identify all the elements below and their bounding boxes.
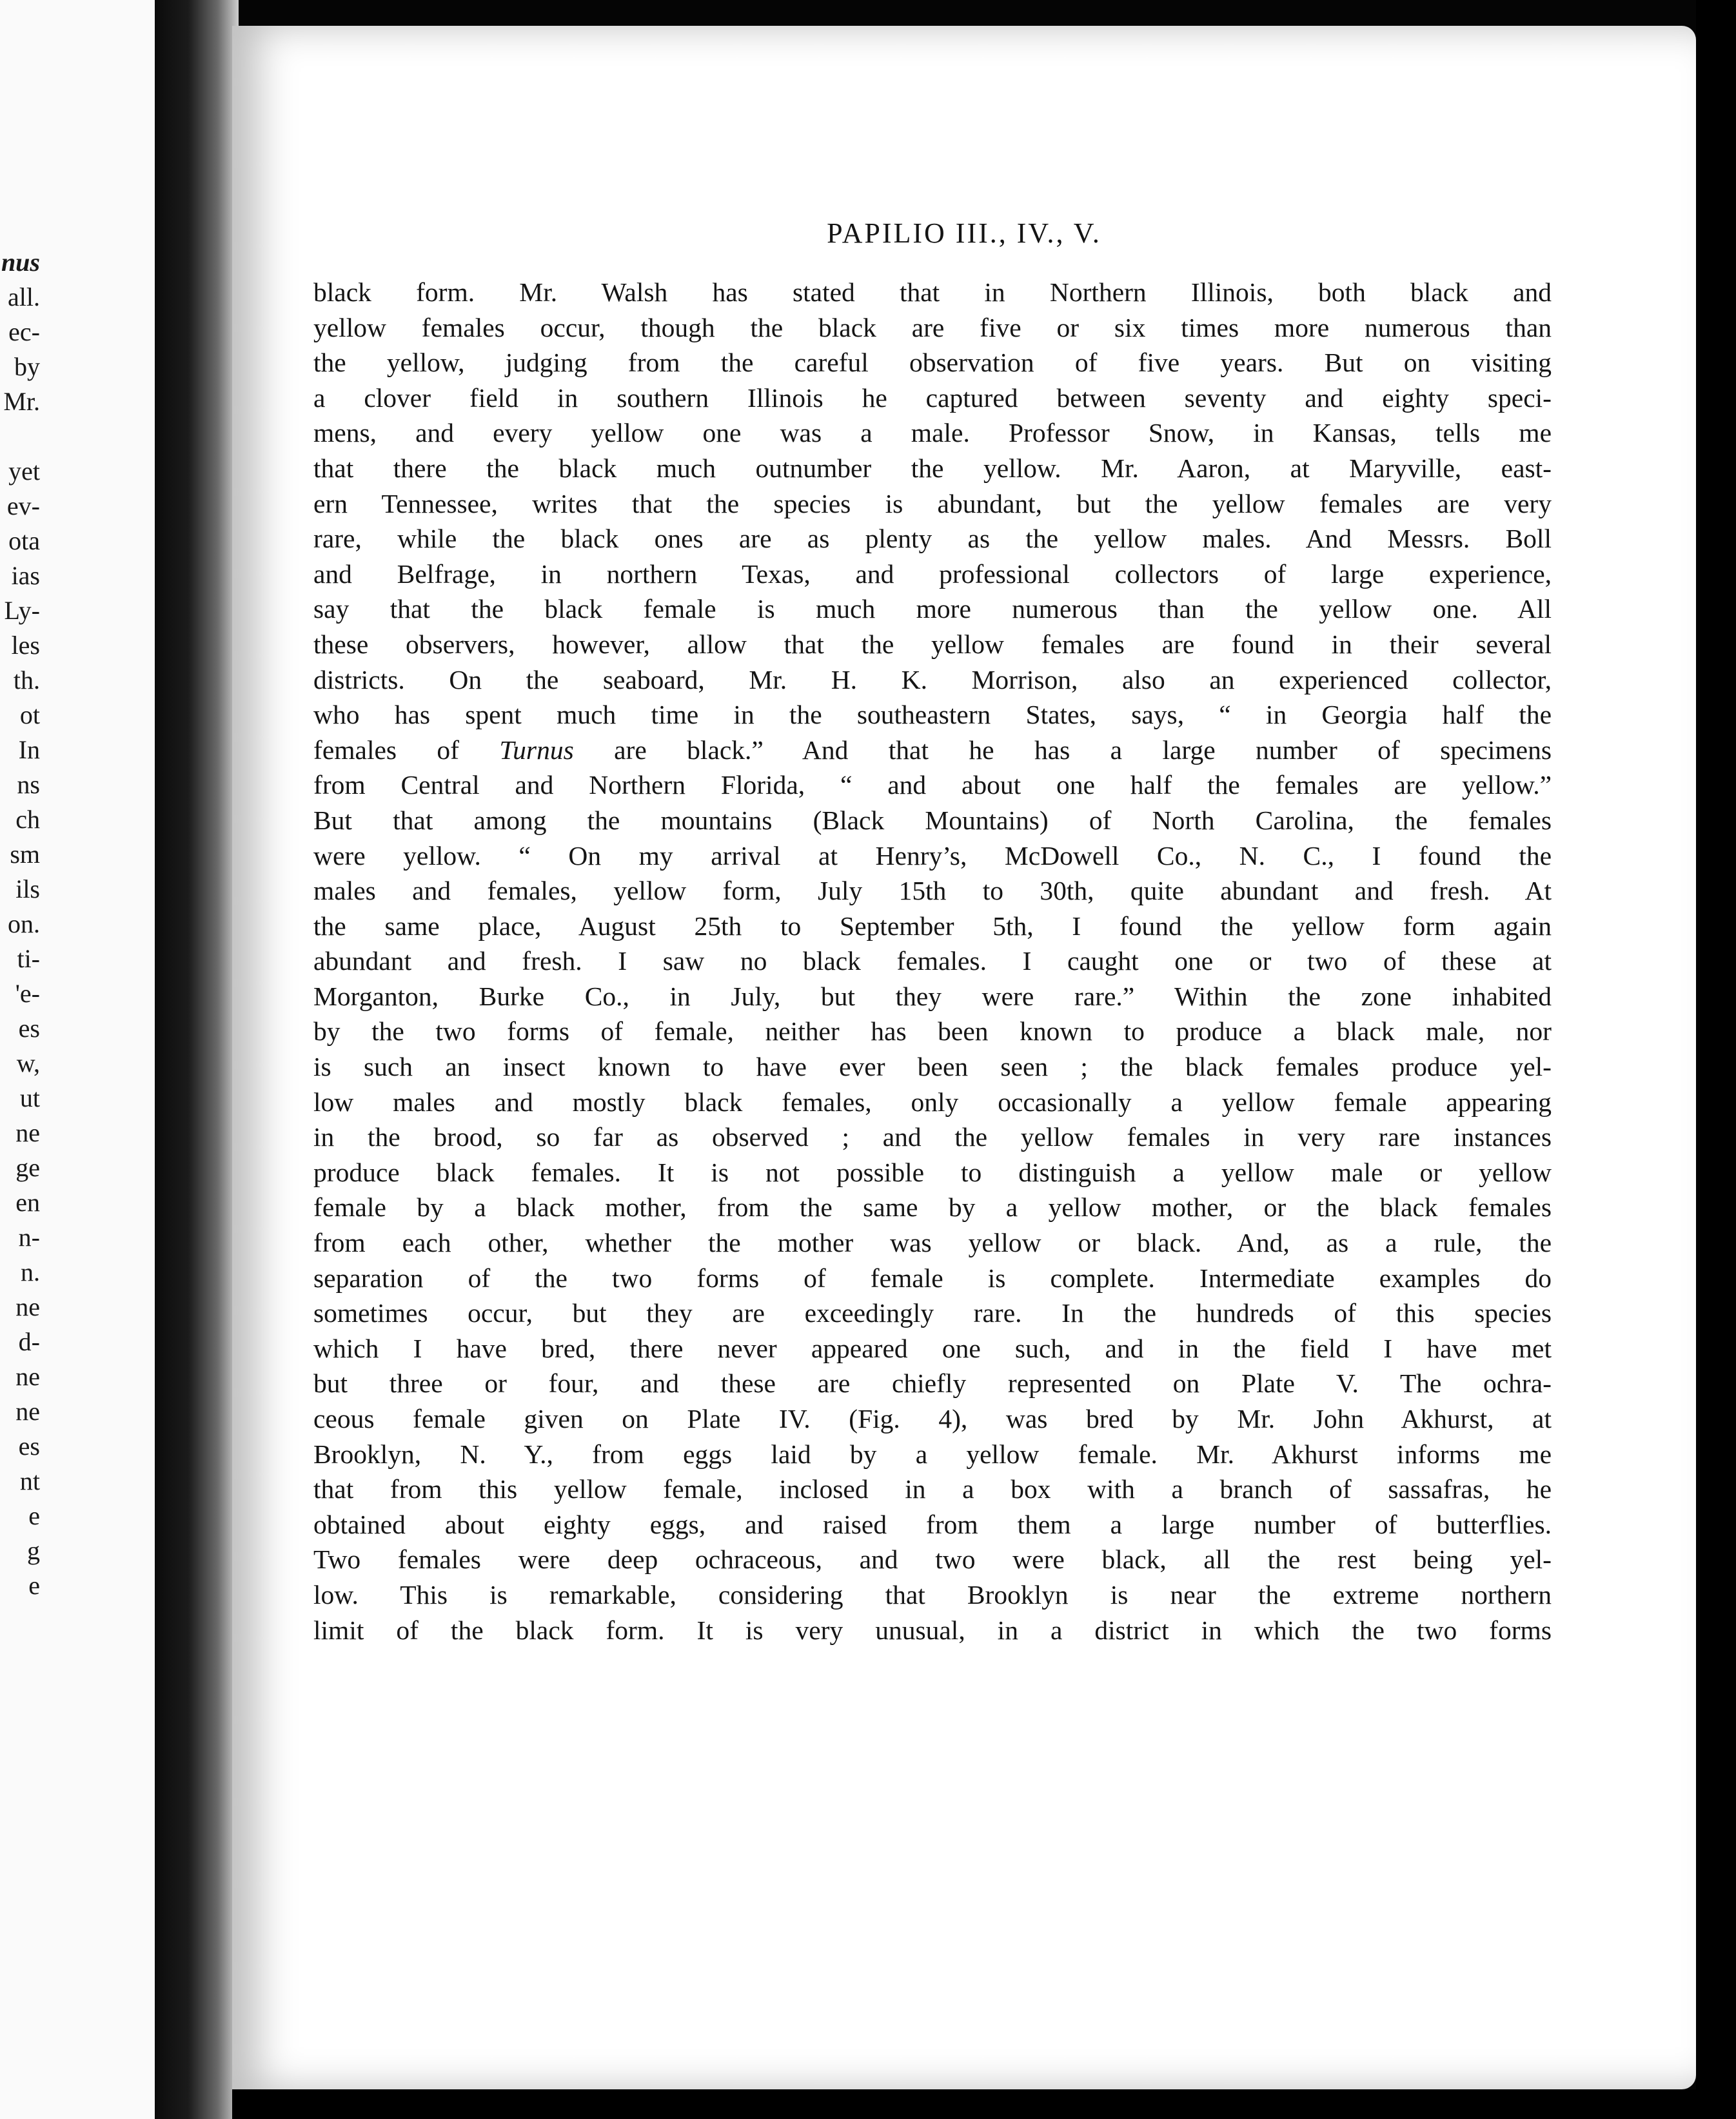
- book-page: [232, 26, 1696, 2089]
- text-line: low. This is remarkable, considering that Brooklyn is near the extreme northern: [313, 1579, 1552, 1610]
- previous-page-fragment: d-: [18, 1327, 40, 1356]
- previous-page-fragment: ti-: [17, 944, 40, 973]
- text-line: limit of the black form. It is very unusual, in a district in which the two forms: [313, 1615, 1552, 1645]
- text-line: separation of the two forms of female is complete. Intermediate examples do: [313, 1263, 1552, 1293]
- previous-page-fragment: nus: [1, 248, 40, 277]
- text-line: ern Tennessee, writes that the species is abundant, but the yellow females are very: [313, 488, 1552, 518]
- text-line: from each other, whether the mother was yellow or black. And, as a rule, the: [313, 1228, 1552, 1258]
- text-line: but three or four, and these are chiefly represented on Plate V. The ochra-: [313, 1368, 1552, 1399]
- previous-page-fragment: [0, 419, 155, 454]
- previous-page-fragment: n-: [18, 1223, 40, 1252]
- previous-page-fragment: ge: [15, 1153, 40, 1182]
- text-line: the same place, August 25th to September 5th, I found the yellow form again: [313, 911, 1552, 941]
- previous-page-fragment: ne: [15, 1362, 40, 1391]
- text-line: these observers, however, allow that the yellow females are found in their several: [313, 629, 1552, 659]
- text-line: mens, and every yellow one was a male. Professor Snow, in Kansas, tells me: [313, 418, 1552, 448]
- previous-page-fragment: ev-: [6, 491, 40, 520]
- previous-page-fragment: 'e-: [15, 979, 40, 1008]
- text-line: sometimes occur, but they are exceedingly rare. In the hundreds of this species: [313, 1298, 1552, 1328]
- previous-page-fragment: es: [18, 1014, 40, 1043]
- previous-page-edge: [0, 0, 155, 2119]
- previous-page-fragment: ns: [17, 770, 40, 799]
- previous-page-fragment: th.: [13, 665, 40, 695]
- text-line: female by a black mother, from the same by a yellow mother, or the black females: [313, 1192, 1552, 1223]
- text-line: ceous female given on Plate IV. (Fig. 4), was bred by Mr. John Akhurst, at: [313, 1404, 1552, 1434]
- previous-page-fragment: nt: [19, 1466, 40, 1495]
- text-line: yellow females occur, though the black are five or six times more numerous than: [313, 312, 1552, 342]
- previous-page-fragment: by: [14, 352, 40, 381]
- previous-page-fragment: ut: [19, 1083, 40, 1112]
- book-gutter: [155, 0, 239, 2119]
- previous-page-fragment: les: [11, 631, 40, 660]
- text-line: females of Turnus are black.” And that he has a large number of specimens: [313, 734, 1552, 765]
- previous-page-fragment: ot: [19, 700, 40, 729]
- previous-page-fragment: ne: [15, 1292, 40, 1321]
- text-line: abundant and fresh. I saw no black females. I caught one or two of these at: [313, 946, 1552, 976]
- previous-page-fragment: yet: [8, 457, 40, 486]
- text-line: that from this yellow female, inclosed in a box with a branch of sassafras, he: [313, 1474, 1552, 1504]
- text-line: which I have bred, there never appeared one such, and in the field I have met: [313, 1333, 1552, 1363]
- text-line: is such an insect known to have ever been seen ; the black females produce yel-: [313, 1052, 1552, 1082]
- previous-page-fragment: w,: [16, 1049, 40, 1078]
- text-line: low males and mostly black females, only occasionally a yellow female appearing: [313, 1087, 1552, 1117]
- previous-page-fragment: es: [18, 1432, 40, 1461]
- text-line: Morganton, Burke Co., in July, but they were rare.” Within the zone inhabited: [313, 981, 1552, 1011]
- previous-page-fragment: ne: [15, 1397, 40, 1426]
- text-line: districts. On the seaboard, Mr. H. K. Morrison, also an experienced collector,: [313, 664, 1552, 695]
- previous-page-fragment: ota: [8, 526, 40, 555]
- text-line: by the two forms of female, neither has been known to produce a black male, nor: [313, 1016, 1552, 1047]
- text-line: black form. Mr. Walsh has stated that in Northern Illinois, both black and: [313, 277, 1552, 307]
- text-line: in the brood, so far as observed ; and the yellow females in very rare instances: [313, 1122, 1552, 1152]
- text-line: that there the black much outnumber the yellow. Mr. Aaron, at Maryville, east-: [313, 453, 1552, 483]
- previous-page-fragment: ne: [15, 1118, 40, 1147]
- text-line: the yellow, judging from the careful observation of five years. But on visiting: [313, 348, 1552, 378]
- previous-page-fragment: Ly-: [4, 596, 40, 625]
- text-line: who has spent much time in the southeastern States, says, “ in Georgia half the: [313, 700, 1552, 730]
- text-line: from Central and Northern Florida, “ and about one half the females are yellow.”: [313, 770, 1552, 800]
- scan-border-bottom: [232, 2089, 1736, 2119]
- previous-page-fragment: g: [27, 1536, 40, 1565]
- text-line: But that among the mountains (Black Mountains) of North Carolina, the females: [313, 805, 1552, 835]
- text-line: rare, while the black ones are as plenty as the yellow males. And Messrs. Boll: [313, 524, 1552, 554]
- scan-border-right: [1696, 0, 1736, 2119]
- text-line: obtained about eighty eggs, and raised from them a large number of butterflies.: [313, 1509, 1552, 1539]
- previous-page-fragment: ils: [15, 874, 40, 903]
- text-line: and Belfrage, in northern Texas, and professional collectors of large experience,: [313, 558, 1552, 589]
- genus-name: Turnus: [499, 734, 574, 765]
- text-line: Two females were deep ochraceous, and two were black, all the rest being yel-: [313, 1544, 1552, 1575]
- previous-page-fragment: ch: [15, 805, 40, 834]
- previous-page-fragment: sm: [10, 840, 40, 869]
- previous-page-fragment: In: [18, 735, 40, 764]
- text-line: Brooklyn, N. Y., from eggs laid by a yellow female. Mr. Akhurst informs me: [313, 1439, 1552, 1469]
- previous-page-fragment: on.: [8, 909, 40, 938]
- text-line: males and females, yellow form, July 15th to 30th, quite abundant and fresh. At: [313, 876, 1552, 906]
- previous-page-fragment: Mr.: [3, 387, 40, 416]
- text-line: were yellow. “ On my arrival at Henry’s, McDowell Co., N. C., I found the: [313, 840, 1552, 871]
- previous-page-fragment: e: [28, 1571, 40, 1600]
- previous-page-fragment: all.: [8, 282, 40, 311]
- previous-page-fragment: en: [15, 1188, 40, 1217]
- running-head: PAPILIO III., IV., V.: [827, 217, 1101, 249]
- text-line: a clover field in southern Illinois he captured between seventy and eighty speci-: [313, 382, 1552, 413]
- previous-page-fragment: ias: [11, 561, 40, 590]
- body-text: [313, 275, 1552, 1648]
- previous-page-fragment: e: [28, 1501, 40, 1530]
- text-line: produce black females. It is not possible to distinguish a yellow male or yellow: [313, 1157, 1552, 1187]
- text-line: say that the black female is much more numerous than the yellow one. All: [313, 594, 1552, 624]
- previous-page-fragment: ec-: [8, 317, 40, 346]
- previous-page-fragment: n.: [21, 1257, 40, 1286]
- previous-page-text-fragments: [0, 245, 155, 1603]
